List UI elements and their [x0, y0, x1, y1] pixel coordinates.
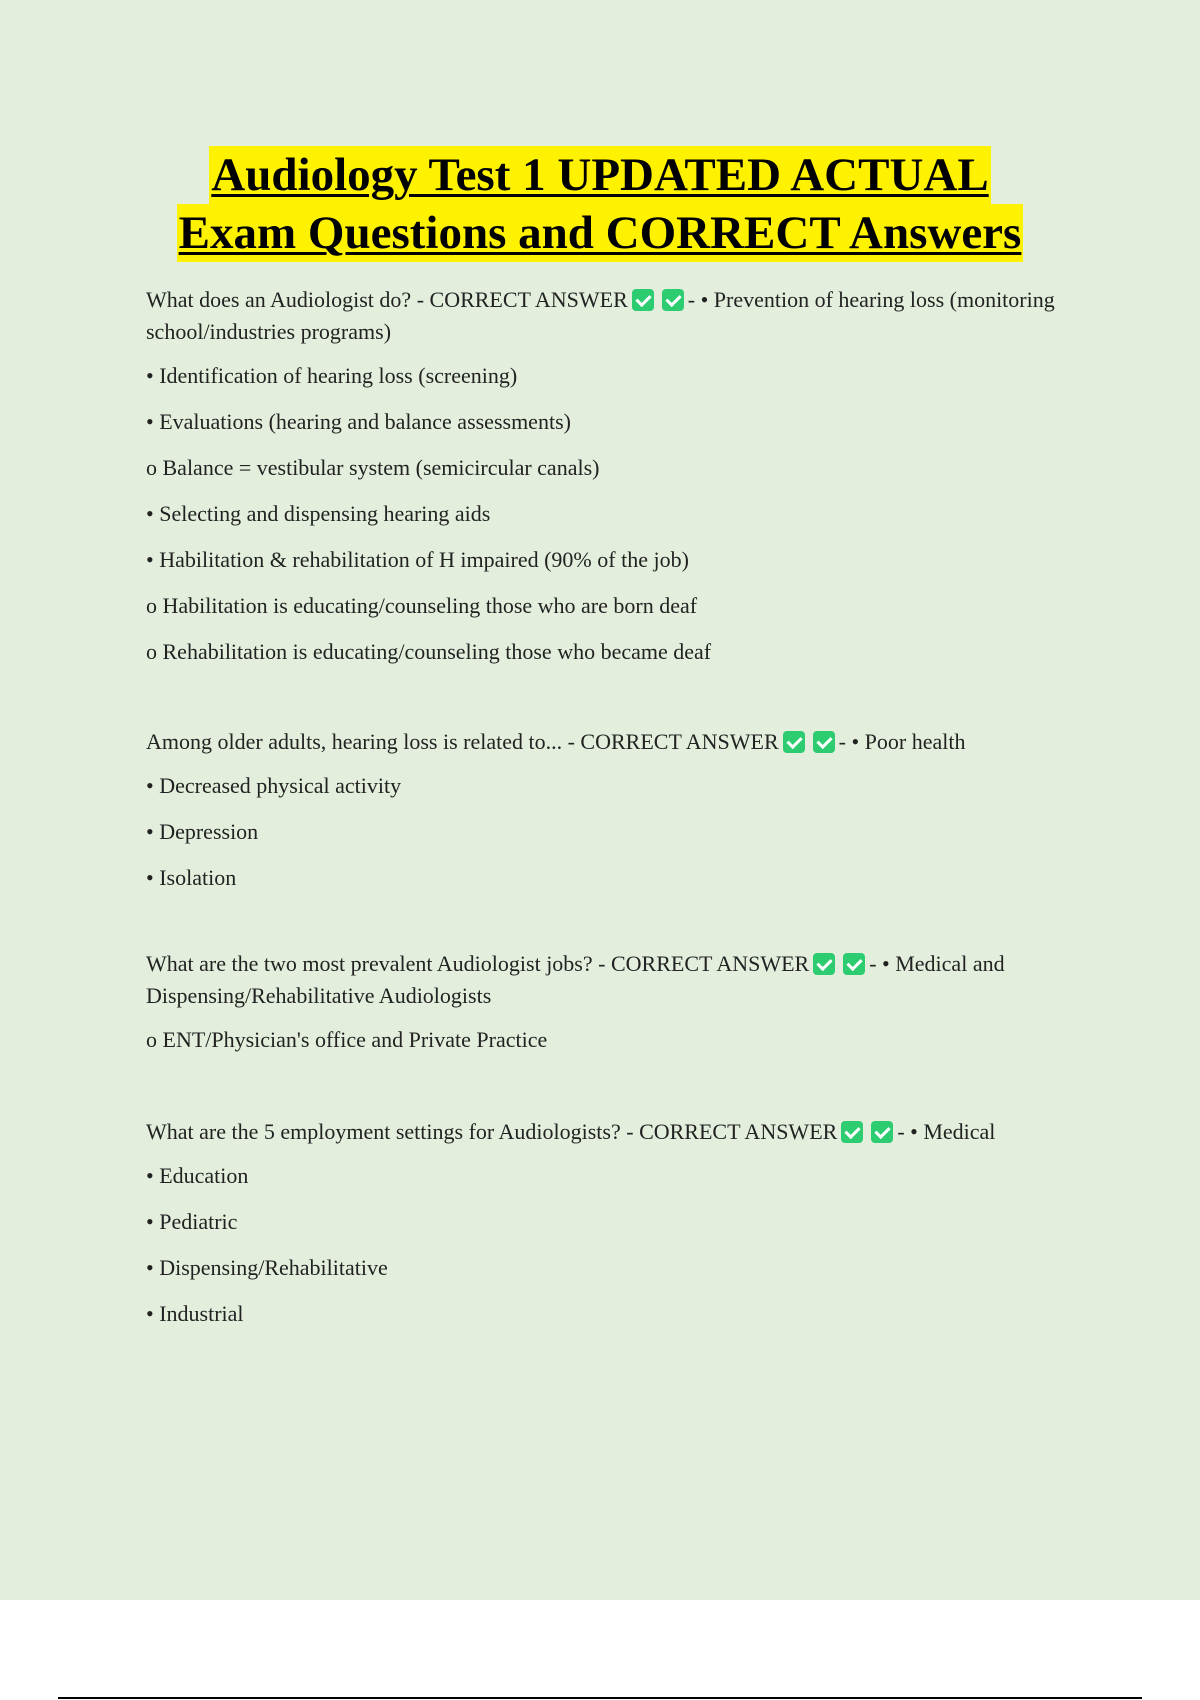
title-line-1: Audiology Test 1 UPDATED ACTUAL	[209, 146, 990, 204]
qa-item-3	[146, 948, 1096, 1056]
question-text: What are the two most prevalent Audiologist jobs?	[146, 951, 593, 976]
answer-separator: -	[838, 729, 846, 754]
answer-marker: - CORRECT ANSWER	[567, 729, 779, 754]
answer-line: • Selecting and dispensing hearing aids	[146, 501, 491, 526]
answer-line: • Evaluations (hearing and balance assessments)	[146, 409, 571, 434]
question-text: Among older adults, hearing loss is related to...	[146, 729, 563, 754]
spacer	[146, 908, 1096, 948]
check-icon	[662, 289, 684, 311]
answer-marker: - CORRECT ANSWER	[416, 287, 628, 312]
question-paragraph	[146, 726, 1096, 758]
answer-separator: -	[869, 951, 877, 976]
answer-marker: - CORRECT ANSWER	[626, 1119, 838, 1144]
check-icon	[841, 1121, 863, 1143]
check-icon	[813, 731, 835, 753]
answer-separator: -	[687, 287, 696, 312]
answer-line: • Isolation	[146, 865, 237, 890]
title-line-2: Exam Questions and CORRECT Answers	[177, 204, 1024, 262]
question-text: What does an Audiologist do?	[146, 287, 412, 312]
answer-line: • Habilitation & rehabilitation of H impaired (90% of the job)	[146, 547, 689, 572]
qa-item-1	[146, 284, 1096, 668]
answer-first-line: • Prevention of hearing loss (monitoring school/industries programs)	[146, 287, 1055, 344]
check-icon	[632, 289, 654, 311]
answer-line: o Balance = vestibular system (semicircular canals)	[146, 455, 600, 480]
answer-line: • Decreased physical activity	[146, 773, 402, 798]
check-icon	[843, 953, 865, 975]
answer-line: • Pediatric	[146, 1209, 238, 1234]
footer-divider	[58, 1697, 1142, 1699]
qa-content	[146, 284, 1096, 1344]
question-paragraph	[146, 1116, 1096, 1148]
check-icon	[813, 953, 835, 975]
answer-line: • Education	[146, 1163, 249, 1188]
answer-line: • Industrial	[146, 1301, 244, 1326]
answer-first-line: • Medical and Dispensing/Rehabilitative Audiologists	[146, 951, 1005, 1008]
answer-line: o Rehabilitation is educating/counseling those who became deaf	[146, 639, 712, 664]
question-text: What are the 5 employment settings for Audiologists?	[146, 1119, 621, 1144]
answer-line: • Dispensing/Rehabilitative	[146, 1255, 388, 1280]
answer-line: • Identification of hearing loss (screening)	[146, 363, 518, 388]
answer-line: o ENT/Physician's office and Private Practice	[146, 1027, 548, 1052]
qa-item-4	[146, 1116, 1096, 1330]
answer-line: • Depression	[146, 819, 259, 844]
question-paragraph	[146, 284, 1096, 348]
answer-first-line: • Medical	[910, 1119, 996, 1144]
spacer	[146, 682, 1096, 726]
document-title	[0, 146, 1200, 262]
answer-line: o Habilitation is educating/counseling those who are born deaf	[146, 593, 698, 618]
answer-first-line: • Poor health	[851, 729, 966, 754]
check-icon	[871, 1121, 893, 1143]
answer-marker: - CORRECT ANSWER	[598, 951, 810, 976]
check-icon	[783, 731, 805, 753]
qa-item-2	[146, 726, 1096, 894]
answer-separator: -	[897, 1119, 905, 1144]
question-paragraph	[146, 948, 1096, 1012]
spacer	[146, 1070, 1096, 1116]
